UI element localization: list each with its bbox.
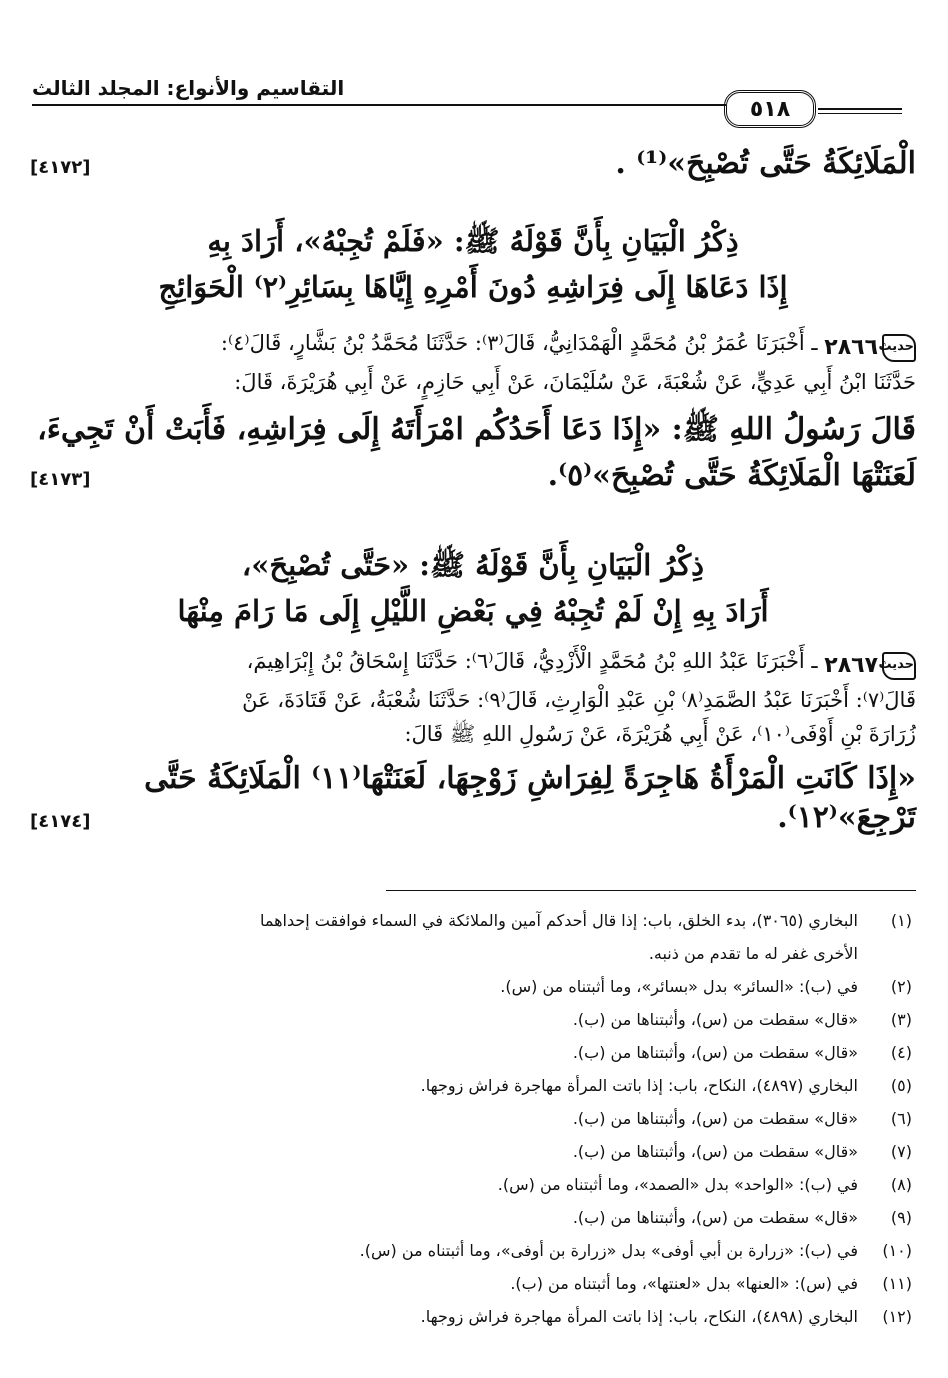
header-rule <box>32 104 726 106</box>
running-title: التقاسيم والأنواع: المجلد الثالث <box>32 76 345 100</box>
footnote-item: (٥) البخاري (٤٨٩٧)، النكاح، باب: إذا باتت المرأة مهاجرة فراش زوجها. <box>420 1076 912 1095</box>
hadith-ref: [٤١٧٢] <box>30 157 91 178</box>
isnad-line <box>30 644 916 683</box>
footnote-item: (٦) «قال» سقطت من (س)، وأثبتناها من (ب). <box>572 1109 912 1128</box>
hadith-number-value: ٢٨٦٧ <box>824 653 878 678</box>
isnad-text: ـ أَخْبَرَنَا عَبْدُ اللهِ بْنُ مُحَمَّدٍ الْأَزْدِيُّ، قَالَ⁽٦⁾: حَدَّثَنَا إِسْحَاقُ بْنُ إِبْرَاهِيمَ، <box>246 649 818 673</box>
footnote-item: (١٢) البخاري (٤٨٩٨)، النكاح، باب: إذا باتت المرأة مهاجرة فراش زوجها. <box>420 1307 912 1326</box>
hadith-ref: [٤١٧٤] <box>30 811 91 832</box>
hadith-marker-icon: حديث <box>882 652 916 680</box>
isnad-text: ـ أَخْبَرَنَا عُمَرُ بْنُ مُحَمَّدٍ الْهَمْدَانِيُّ، قَالَ⁽٣⁾: حَدَّثَنَا مُحَمَّدُ بْنُ بَشَّارٍ، قَالَ⁽٤⁾: <box>220 331 818 355</box>
page-number: ٥١٨ <box>724 90 816 128</box>
footnote-separator <box>386 890 916 891</box>
footnote-item: (١١) في (س): «العنها» بدل «لعنتها»، وما أثبتناه من (ب). <box>510 1274 912 1293</box>
isnad-line: حَدَّثَنَا ابْنُ أَبِي عَدِيٍّ، عَنْ شُعْبَةَ، عَنْ سُلَيْمَانَ، عَنْ أَبِي حَازِمٍ، عَنْ أَبِي هُرَيْرَةَ، قَالَ: <box>234 370 916 394</box>
hadith-number-value: ٢٨٦٦ <box>824 335 878 360</box>
footnote-item: (١٠) في (ب): «زرارة بن أبي أوفى» بدل «زرارة بن أوفى»، وما أثبتناه من (س). <box>359 1241 912 1260</box>
isnad-line: زُرَارَةَ بْنِ أَوْفَى⁽١٠⁾، عَنْ أَبِي هُرَيْرَةَ، عَنْ رَسُولِ اللهِ ﷺ قَالَ: <box>404 722 916 746</box>
footnote-item: (٩) «قال» سقطت من (س)، وأثبتناها من (ب). <box>572 1208 912 1227</box>
heading-line: ذِكْرُ الْبَيَانِ بِأَنَّ قَوْلَهُ ﷺ: «حَتَّى تُصْبِحَ»، <box>241 548 705 582</box>
isnad-line <box>30 326 916 365</box>
heading-line: إِذَا دَعَاهَا إِلَى فِرَاشِهِ دُونَ أَمْرِهِ إِيَّاهَا بِسَائِرِ⁽٢⁾ الْحَوَائِجِ <box>158 270 788 304</box>
running-header <box>22 72 926 132</box>
isnad-line: قَالَ⁽٧⁾: أَخْبَرَنَا عَبْدُ الصَّمَدِ⁽٨⁾ بْنِ عَبْدِ الْوَارِثِ، قَالَ⁽٩⁾: حَدَّثَنَا شُعْبَةُ، عَنْ قَتَادَةَ، عَنْ <box>242 688 916 712</box>
footnote-item: (٤) «قال» سقطت من (س)، وأثبتناها من (ب). <box>572 1043 912 1062</box>
header-rule <box>818 113 902 114</box>
footnote-item: الأخرى غفر له ما تقدم من ذنبه. <box>648 944 858 963</box>
matn-text: الْمَلَائِكَةُ حَتَّى تُصْبِحَ»⁽¹⁾ . <box>615 146 916 181</box>
continuation-line <box>30 146 916 181</box>
matn-line: قَالَ رَسُولُ اللهِ ﷺ: «إِذَا دَعَا أَحَدُكُم امْرَأَتَهُ إِلَى فِرَاشِهِ، فَأَبَتْ أَنْ تَجِيءَ، <box>37 412 916 447</box>
heading-line: ذِكْرُ الْبَيَانِ بِأَنَّ قَوْلَهُ ﷺ: «فَلَمْ تُجِبْهُ»، أَرَادَ بِهِ <box>207 224 739 258</box>
footnotes <box>30 904 912 1333</box>
heading-line: أَرَادَ بِهِ إِنْ لَمْ تُجِبْهُ فِي بَعْضِ اللَّيْلِ إِلَى مَا رَامَ مِنْهَا <box>177 594 769 628</box>
matn-line: لَعَنَتْهَا الْمَلَائِكَةُ حَتَّى تُصْبِحَ»⁽٥⁾. <box>547 458 916 493</box>
chapter-heading <box>30 218 916 310</box>
footnote-item: (٧) «قال» سقطت من (س)، وأثبتناها من (ب). <box>572 1142 912 1161</box>
hadith-number <box>824 331 916 365</box>
footnote-item: (٣) «قال» سقطت من (س)، وأثبتناها من (ب). <box>572 1010 912 1029</box>
matn-line: «إِذَا كَانَتِ الْمَرْأَةُ هَاجِرَةً لِفِرَاشِ زَوْجِهَا، لَعَنَتْهَا⁽١١⁾ الْمَلَائِكَةُ حَتَّى <box>144 761 916 796</box>
footnote-item: (٨) في (ب): «الواحد» بدل «الصمد»، وما أثبتناه من (س). <box>497 1175 912 1194</box>
footnote-item: (٢) في (ب): «السائر» بدل «بسائر»، وما أثبتناه من (س). <box>500 977 912 996</box>
footnote-item: (١) البخاري (٣٠٦٥)، بدء الخلق، باب: إذا قال أحدكم آمين والملائكة في السماء فوافقت إحداهما <box>259 911 912 930</box>
hadith-entry <box>30 644 916 835</box>
chapter-heading <box>30 542 916 634</box>
header-rule <box>818 108 902 110</box>
matn-line: تَرْجِعَ»⁽١٢⁾. <box>777 800 916 835</box>
hadith-number <box>824 649 916 683</box>
hadith-marker-icon: حديث <box>882 334 916 362</box>
hadith-entry <box>30 326 916 493</box>
hadith-ref: [٤١٧٣] <box>30 469 91 490</box>
